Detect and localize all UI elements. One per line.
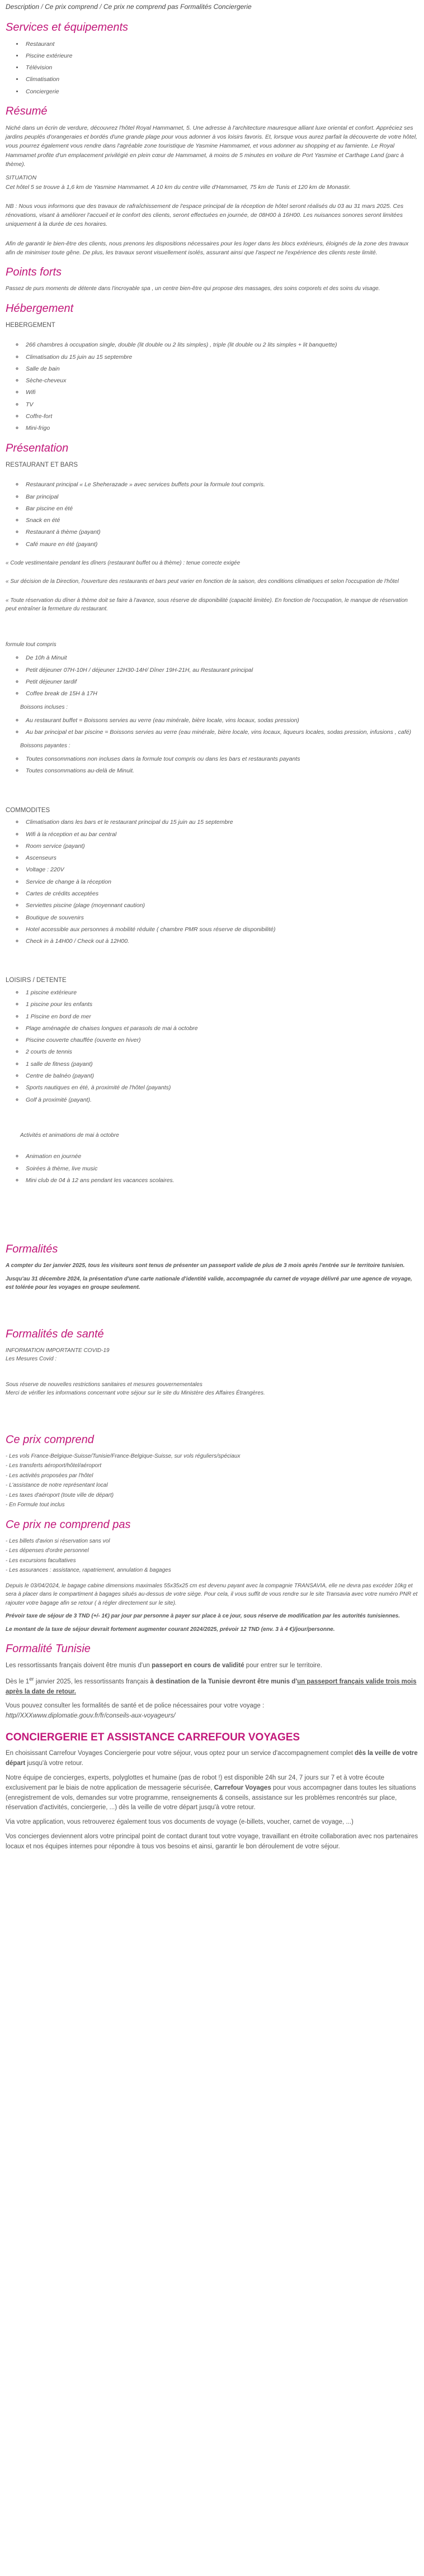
hebergement-title: Hébergement bbox=[6, 302, 74, 315]
list-item: ◦ Petit déjeuner tardif bbox=[23, 677, 418, 686]
resume-paragraph: Afin de garantir le bien-être des clients, nous prenons les dispositions nécessaires pour les loger dans les blocs extérieurs, éloignés de la zone des travaux afin de minimiser toute gêne. De plus, les travaux seront visuellement isolés, assurant ainsi que l'aspect ne l'expérience des clients reste limité. bbox=[6, 240, 409, 256]
covid-subtitle: Les Mesures Covid : bbox=[6, 1356, 57, 1363]
situation-text: Cet hôtel 5 se trouve à 1,6 km de Yasmine Hammamet. A 10 km du centre ville d'Hammamet, 75 km de Tunis et 120 km de Monastir. bbox=[6, 183, 351, 191]
taxe-sejour-paragraph: Le montant de la taxe de séjour devrait fortement augmenter courant 2024/2025, prévoir 12 TND (env. 3 à 4 €)/jour/personne. bbox=[6, 1626, 335, 1633]
text-run: En choisissant Carrefour Voyages Conciergerie pour votre séjour, vous optez pour un service d'accompagnement complet bbox=[6, 1750, 355, 1757]
list-item: ◦ 266 chambres à occupation single, double (lit double ou 2 lits simples) , triple (lit double ou 2 lits simples + lit banquette) bbox=[23, 340, 418, 349]
list-item: ◦ Golf à proximité (payant). bbox=[23, 1095, 418, 1104]
resume-title: Résumé bbox=[6, 105, 48, 117]
nav-link-ce-prix-ne-comprend-pas[interactable]: Ce prix ne comprend pas bbox=[103, 3, 178, 11]
conciergerie-title: CONCIERGERIE ET ASSISTANCE CARREFOUR VOYAGES bbox=[6, 1731, 300, 1743]
list-item: • Restaurant bbox=[23, 40, 418, 49]
list-item: ◦ Toutes consommations non incluses dans la formule tout compris ou dans les bars et restaurants payants bbox=[23, 755, 418, 763]
text-run: Dès le 1 bbox=[6, 1678, 30, 1685]
resume-body bbox=[6, 124, 418, 257]
list-item: ◦ Mini-frigo bbox=[23, 424, 418, 433]
hebergement-list bbox=[6, 340, 418, 433]
list-item: ◦ Ascenseurs bbox=[23, 853, 418, 862]
list-item: • Piscine extérieure bbox=[23, 51, 418, 60]
tunisie-paragraph bbox=[6, 1676, 418, 1697]
formalites-paragraph: A compter du 1er janvier 2025, tous les visiteurs sont tenus de présenter un passeport valide de plus de 3 mois après l'entrée sur le territoire tunisien. bbox=[6, 1263, 405, 1269]
list-item: ◦ Plage aménagée de chaises longues et parasols de mai à octobre bbox=[23, 1024, 418, 1033]
list-item: - Les excursions facultatives bbox=[6, 1557, 76, 1564]
nav-link-description[interactable]: Description bbox=[6, 3, 40, 11]
list-item: ◦ Cartes de crédits acceptées bbox=[23, 889, 418, 898]
comprend-title: Ce prix comprend bbox=[6, 1433, 94, 1446]
ne-comprend-list bbox=[6, 1537, 418, 1575]
list-item: ◦ Soirées à thème, live music bbox=[23, 1164, 418, 1173]
list-item: ◦ Salle de bain bbox=[23, 364, 418, 373]
tunisie-paragraph: Vous pouvez consulter les formalités de santé et de police nécessaires pour votre voyage : bbox=[6, 1702, 265, 1710]
restaurant-note: « Toute réservation du dîner à thème doit se faire à l'avance, sous réserve de disponibilité (capacité limitée). En fonction de l'occupation, le manque de réservation peut entraîner la fermeture du restaurant. bbox=[6, 597, 408, 613]
list-item: ◦ Au bar principal et bar piscine = Boissons servies au verre (eau minérale, bière locale, vins locaux, liqueurs locales, sodas pression, infusions , café) bbox=[23, 728, 418, 737]
loisirs-title: LOISIRS / DETENTE bbox=[6, 977, 67, 984]
services-list bbox=[6, 40, 418, 96]
list-item: ◦ Restaurant principal « Le Sheherazade » avec services buffets pour la formule tout compris. bbox=[23, 480, 418, 489]
restaurant-note: « Sur décision de la Direction, l'ouverture des restaurants et bars peut varier en fonction de la saison, des conditions climatiques et selon l'occupation de l'hôtel bbox=[6, 578, 399, 585]
list-item: - Les vols France-Belgique-Suisse/Tunisie/France-Belgique-Suisse, sur vols réguliers/spéciaux bbox=[6, 1453, 241, 1459]
text-run: janvier 2025, les ressortissants français bbox=[34, 1678, 150, 1685]
text-run: Notre équipe de concierges, experts, polyglottes et humaine (pas de robot !) est disponible 24h sur 24, 7 jours sur 7 et à votre écoute exclusivement par le biais de notre application de messagerie sécurisée, bbox=[6, 1775, 384, 1791]
situation-label: SITUATION bbox=[6, 174, 37, 182]
nav-separator: / bbox=[100, 3, 102, 11]
list-item: ◦ Sèche-cheveux bbox=[23, 376, 418, 385]
breadcrumb bbox=[6, 0, 418, 12]
services-title: Services et équipements bbox=[6, 21, 129, 34]
ne-comprend-title: Ce prix ne comprend pas bbox=[6, 1518, 131, 1531]
conciergerie-paragraph bbox=[6, 1773, 418, 1813]
list-item: ◦ Bar piscine en été bbox=[23, 504, 418, 513]
list-item: ◦ Animation en journée bbox=[23, 1152, 418, 1161]
list-item: ◦ Wifi à la réception et au bar central bbox=[23, 830, 418, 839]
sante-paragraph: Merci de vérifier les informations concernant votre séjour sur le site du Ministère des Affaires Étrangères. bbox=[6, 1390, 265, 1397]
list-item: - Les activités proposées par l'hôtel bbox=[6, 1472, 93, 1479]
list-item: ◦ Bar principal bbox=[23, 492, 418, 501]
restaurant-bars-subtitle: RESTAURANT ET BARS bbox=[6, 461, 78, 468]
restaurant-list bbox=[6, 480, 418, 549]
list-item: ◦ Piscine couverte chauffée (ouverte en hiver) bbox=[23, 1036, 418, 1045]
commodites-title: COMMODITES bbox=[6, 807, 50, 814]
text-run-bold: passeport en cours de validité bbox=[152, 1662, 244, 1669]
list-item: ◦ Toutes consommations au-delà de Minuit. bbox=[23, 766, 418, 775]
text-run-bold: à destination de la Tunisie devront être munis d' bbox=[150, 1678, 298, 1685]
text-run: jusqu'à votre retour. bbox=[25, 1760, 83, 1767]
conciergerie-paragraph: Vos concierges deviennent alors votre principal point de contact durant tout votre voyage, travaillant en étroite collaboration avec nos partenaires locaux et nos équipes internes pour répondre à tous vos besoins et ainsi, garantir le bon déroulement de votre séjour. bbox=[6, 1833, 418, 1850]
list-item: ◦ De 10h à Minuit bbox=[23, 653, 418, 662]
list-item: ◦ Serviettes piscine (plage (moyennant caution) bbox=[23, 901, 418, 910]
hebergement-subtitle: HEBERGEMENT bbox=[6, 321, 55, 329]
list-item: ◦ 1 salle de fitness (payant) bbox=[23, 1060, 418, 1069]
list-item: ◦ Snack en été bbox=[23, 516, 418, 525]
commodites-list bbox=[6, 818, 418, 946]
diplomatie-link[interactable]: http//XXXwww.diplomatie.gouv.fr/fr/conseils-aux-voyageurs/ bbox=[6, 1712, 176, 1720]
list-item: ◦ 1 piscine pour les enfants bbox=[23, 1000, 418, 1009]
boissons-payantes-title: Boissons payantes : bbox=[20, 742, 70, 749]
nav-separator: / bbox=[41, 3, 43, 11]
conciergerie-paragraph bbox=[6, 1749, 418, 1769]
text-run-bold: Carrefour Voyages bbox=[214, 1784, 271, 1791]
resume-nb: NB : Nous vous informons que des travaux de rafraîchissement de l'espace principal de la réception de hôtel seront réalisés du 03 au 31 mars 2025. Ces rénovations, visant à améliorer l'accueil et le confort des clients, seront effectuées en journée, de 08H00 à 16H00. Les nuisances sonores seront limitées uniquement à la durée de ces horaires. bbox=[6, 202, 404, 228]
list-item: ◦ Service de change à la réception bbox=[23, 877, 418, 886]
list-item: - Les assurances : assistance, rapatriement, annulation & bagages bbox=[6, 1567, 171, 1574]
list-item: - L'assistance de notre représentant local bbox=[6, 1482, 108, 1489]
list-item: ◦ Restaurant à thème (payant) bbox=[23, 528, 418, 537]
formule-title: formule tout compris bbox=[6, 641, 56, 648]
list-item: ◦ Au restaurant buffet = Boissons servies au verre (eau minérale, bière locale, vins locaux, sodas pression) bbox=[23, 716, 418, 725]
list-item: ◦ Climatisation dans les bars et le restaurant principal du 15 juin au 15 septembre bbox=[23, 818, 418, 827]
bagage-paragraph: Depuis le 03/04/2024, le bagage cabine dimensions maximales 55x35x25 cm est devenu payant avec la compagnie TRANSAVIA, elle ne devra pas excéder 10kg et sera à placer dans le compartiment à bagages situés au-dessus de votre siège. Pour cela, il vous suffit de vous rendre sur le site Transavia avec votre numéro PNR et rajouter votre bagage afin se retour ( à régler directement sur le site). bbox=[6, 1582, 418, 1606]
text-run: pour entrer sur le territoire. bbox=[244, 1662, 322, 1669]
list-item: ◦ Boutique de souvenirs bbox=[23, 913, 418, 922]
sante-paragraph: Sous réserve de nouvelles restrictions sanitaires et mesures gouvernementales bbox=[6, 1381, 202, 1388]
conciergerie-paragraph: Via votre application, vous retrouverez également tous vos documents de voyage (e-billets, voucher, carnet de voyage, ...) bbox=[6, 1819, 354, 1826]
list-item: ◦ Mini club de 04 à 12 ans pendant les vacances scolaires. bbox=[23, 1176, 418, 1185]
activites-list bbox=[6, 1152, 418, 1185]
points-forts-text: Passez de purs moments de détente dans l'incroyable spa , un centre bien-être qui propose des massages, des soins corporels et des soins du visage. bbox=[6, 286, 380, 292]
comprend-list bbox=[6, 1452, 418, 1510]
boissons-payantes-list bbox=[6, 755, 418, 776]
activites-title: Activités et animations de mai à octobre bbox=[20, 1132, 119, 1138]
text-run-bold-underline: un passeport français valide trois mois après la date de retour. bbox=[6, 1678, 417, 1695]
list-item: ◦ 1 piscine extérieure bbox=[23, 988, 418, 997]
tunisie-paragraph bbox=[6, 1661, 418, 1671]
list-item: - En Formule tout inclus bbox=[6, 1502, 65, 1508]
list-item: - Les dépenses d'ordre personnel bbox=[6, 1548, 89, 1554]
list-item: ◦ Petit déjeuner 07H-10H / déjeuner 12H30-14H/ Dîner 19H-21H, au Restaurant principal bbox=[23, 666, 418, 675]
list-item: - Les transferts aéroport/hôtel/aéroport bbox=[6, 1463, 102, 1469]
nav-link-conciergerie[interactable]: Conciergerie bbox=[213, 3, 252, 11]
nav-link-formalites[interactable]: Formalités bbox=[180, 3, 212, 11]
resume-paragraph: Niché dans un écrin de verdure, découvrez l'hôtel Royal Hammamet, 5. Une adresse à l'architecture mauresque alliant luxe oriental et confort. Appréciez ses jardins peuplés d'orangeraies et bordés d'une grande plage pour vous adonner à vos loisirs favoris. Et, lorsque vous aurez parfait la découverte de votre hôtel, vous pourrez également vous rendre dans l'agréable zone touristique de Yasmine Hammamet, et vous adonner au shopping et au farniente. Le Royal Hammamet profite d'un emplacement privilégié en plein cœur de Hammamet, à moins de 5 minutes en voiture de Port Yasmine et Carthage Land (parc à thème). bbox=[6, 124, 417, 168]
list-item: ◦ TV bbox=[23, 400, 418, 409]
text-run: pour vous accompagner dans toutes les situations (enregistrement de vols, demandes sur votre programme, renseignements & conseils, assistance sur les problèmes rencontrés sur place, réservation d'activités, conciergerie, ...) dès la veille de votre départ jusqu'à votre retour. bbox=[6, 1784, 416, 1811]
list-item: ◦ Café maure en été (payant) bbox=[23, 540, 418, 549]
list-item: • Conciergerie bbox=[23, 87, 418, 96]
list-item: ◦ Hotel accessible aux personnes à mobilité réduite ( chambre PMR sous réserve de disponibilité) bbox=[23, 925, 418, 934]
taxe-sejour-paragraph: Prévoir taxe de séjour de 3 TND (+/- 1€) par jour par personne à payer sur place à ce jour, sous réserve de modification par les autorités tunisiennes. bbox=[6, 1613, 400, 1620]
formalites-paragraph: Jusqu'au 31 décembre 2024, la présentation d'une carte nationale d'identité valide, accompagnée du carnet de voyage délivré par une agence de voyage, est tolérée pour les voyages en groupe seulement. bbox=[6, 1275, 412, 1291]
sante-title: Formalités de santé bbox=[6, 1327, 104, 1340]
covid-title: INFORMATION IMPORTANTE COVID-19 bbox=[6, 1347, 110, 1354]
list-item: ◦ Voltage : 220V bbox=[23, 865, 418, 874]
presentation-title: Présentation bbox=[6, 442, 69, 454]
list-item: ◦ Coffee break de 15H à 17H bbox=[23, 689, 418, 698]
list-item: ◦ Centre de balnéo (payant) bbox=[23, 1071, 418, 1080]
formalites-title: Formalités bbox=[6, 1243, 58, 1256]
list-item: ◦ Room service (payant) bbox=[23, 842, 418, 851]
list-item: ◦ 1 Piscine en bord de mer bbox=[23, 1012, 418, 1021]
formule-list bbox=[6, 653, 418, 698]
loisirs-list bbox=[6, 988, 418, 1104]
text-run-sup: er bbox=[29, 1676, 34, 1682]
list-item: - Les billets d'avion si réservation sans vol bbox=[6, 1538, 110, 1544]
list-item: - Les taxes d'aéroport (toute ville de départ) bbox=[6, 1492, 114, 1498]
list-item: • Climatisation bbox=[23, 75, 418, 84]
text-run-bold: dès la veille de votre départ bbox=[6, 1750, 418, 1767]
list-item: ◦ Climatisation du 15 juin au 15 septembre bbox=[23, 353, 418, 362]
restaurant-note: « Code vestimentaire pendant les dîners (restaurant buffet ou à thème) : tenue correcte exigée bbox=[6, 559, 241, 566]
text-run: Les ressortissants français doivent être munis d'un bbox=[6, 1662, 152, 1669]
points-forts-title: Points forts bbox=[6, 266, 62, 279]
list-item: ◦ 2 courts de tennis bbox=[23, 1047, 418, 1056]
list-item: ◦ Coffre-fort bbox=[23, 412, 418, 421]
tunisie-title: Formalité Tunisie bbox=[6, 1643, 91, 1655]
list-item: ◦ Sports nautiques en été, à proximité de l'hôtel (payants) bbox=[23, 1083, 418, 1092]
boissons-incluses-list bbox=[6, 716, 418, 737]
nav-link-ce-prix-comprend[interactable]: Ce prix comprend bbox=[45, 3, 98, 11]
boissons-incluses-title: Boissons incluses : bbox=[20, 704, 68, 710]
list-item: ◦ Wifi bbox=[23, 388, 418, 397]
list-item: ◦ Check in à 14H00 / Check out à 12H00. bbox=[23, 937, 418, 946]
list-item: • Télévision bbox=[23, 63, 418, 72]
